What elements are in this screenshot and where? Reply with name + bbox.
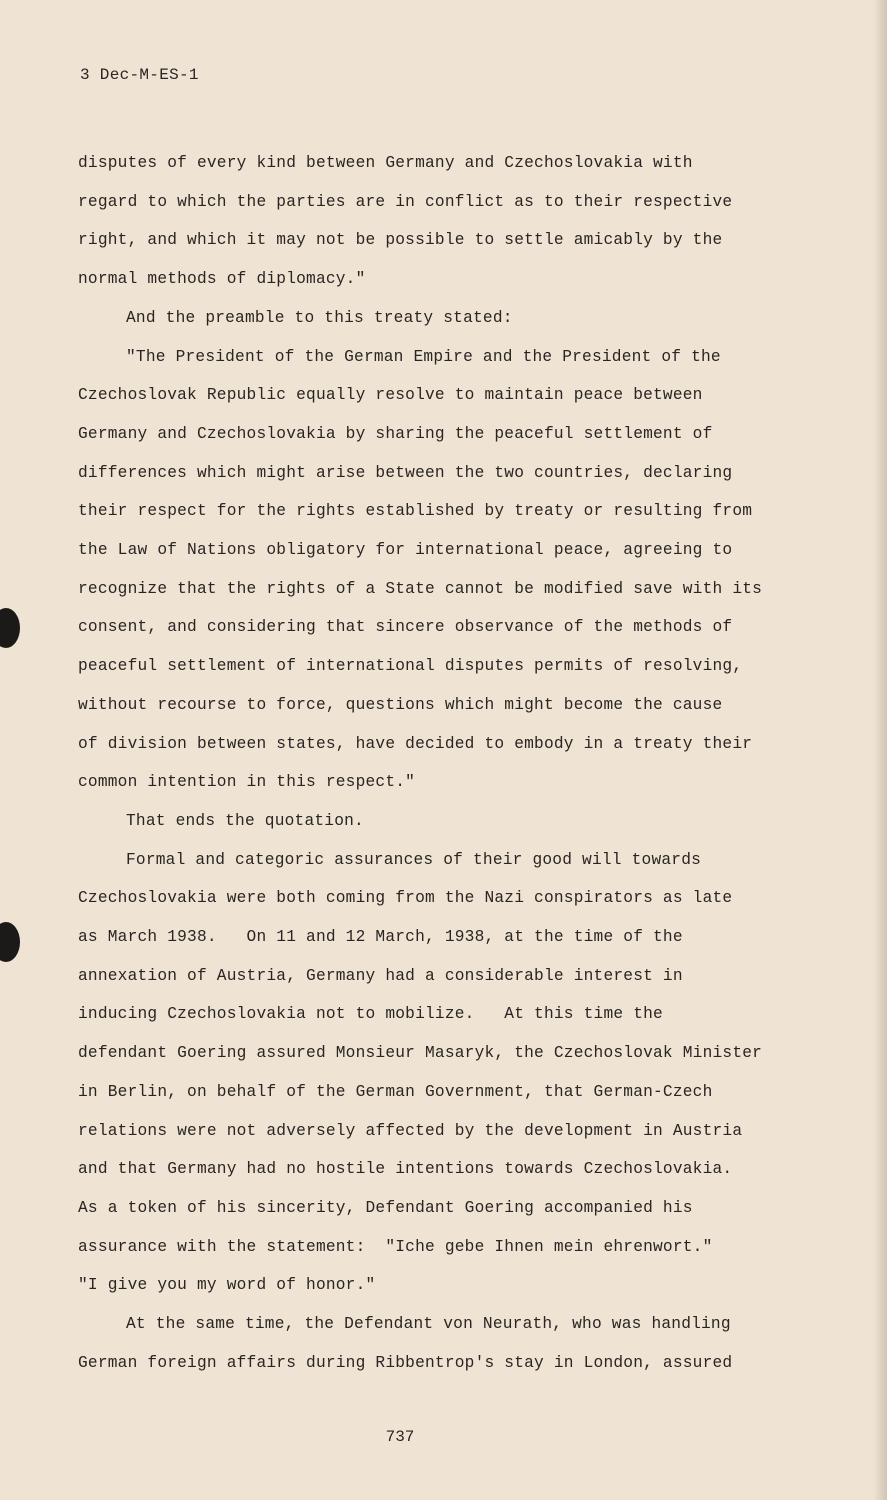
text-line: right, and which it may not be possible to settle amicably by the — [78, 231, 723, 250]
text-line: assurance with the statement: "Iche gebe Ihnen mein ehrenwort." — [78, 1237, 713, 1256]
text-line: in Berlin, on behalf of the German Government, that German-Czech — [78, 1082, 713, 1101]
binder-hole-lower — [0, 922, 20, 962]
text-line: inducing Czechoslovakia not to mobilize. At this time the — [78, 1005, 663, 1024]
text-line: "I give you my word of honor." — [78, 1276, 376, 1295]
text-line: That ends the quotation. — [126, 811, 364, 830]
text-line: And the preamble to this treaty stated: — [126, 308, 513, 327]
text-line: common intention in this respect." — [78, 773, 416, 792]
text-line: relations were not adversely affected by the development in Austria — [78, 1121, 743, 1140]
text-line: disputes of every kind between Germany and Czechoslovakia with — [78, 154, 693, 172]
text-line: as March 1938. On 11 and 12 March, 1938, at the time of the — [78, 928, 683, 947]
text-line: At the same time, the Defendant von Neurath, who was handling — [126, 1315, 731, 1334]
text-line: normal methods of diplomacy." — [78, 270, 366, 289]
text-line: As a token of his sincerity, Defendant Goering accompanied his — [78, 1198, 693, 1217]
text-line: annexation of Austria, Germany had a considerable interest in — [78, 966, 683, 985]
text-line: "The President of the German Empire and the President of the — [126, 347, 721, 366]
text-line: Czechoslovakia were both coming from the Nazi conspirators as late — [78, 889, 733, 908]
text-line: peaceful settlement of international disputes permits of resolving, — [78, 657, 743, 676]
binder-hole-upper — [0, 608, 20, 648]
text-line: German foreign affairs during Ribbentrop's stay in London, assured — [78, 1353, 733, 1372]
text-line: their respect for the rights established by treaty or resulting from — [78, 502, 753, 521]
text-line: Germany and Czechoslovakia by sharing the peaceful settlement of — [78, 424, 713, 443]
text-line: of division between states, have decided to embody in a treaty their — [78, 734, 753, 753]
text-line: consent, and considering that sincere observance of the methods of — [78, 618, 733, 637]
text-line: Czechoslovak Republic equally resolve to maintain peace between — [78, 386, 703, 405]
document-code: 3 Dec-M-ES-1 — [80, 66, 199, 84]
body-text — [78, 144, 763, 1383]
text-line: Formal and categoric assurances of their good will towards — [126, 850, 702, 869]
text-line: the Law of Nations obligatory for international peace, agreeing to — [78, 541, 733, 560]
text-line: differences which might arise between the two countries, declaring — [78, 463, 733, 482]
page-number: 737 — [385, 1428, 415, 1446]
text-line: without recourse to force, questions which might become the cause — [78, 695, 723, 714]
text-line: recognize that the rights of a State cannot be modified save with its — [78, 579, 763, 598]
text-line: and that Germany had no hostile intentions towards Czechoslovakia. — [78, 1160, 733, 1179]
text-line: defendant Goering assured Monsieur Masaryk, the Czechoslovak Minister — [78, 1044, 763, 1063]
text-line: regard to which the parties are in conflict as to their respective — [78, 192, 733, 211]
page-edge-shadow — [873, 0, 887, 1500]
